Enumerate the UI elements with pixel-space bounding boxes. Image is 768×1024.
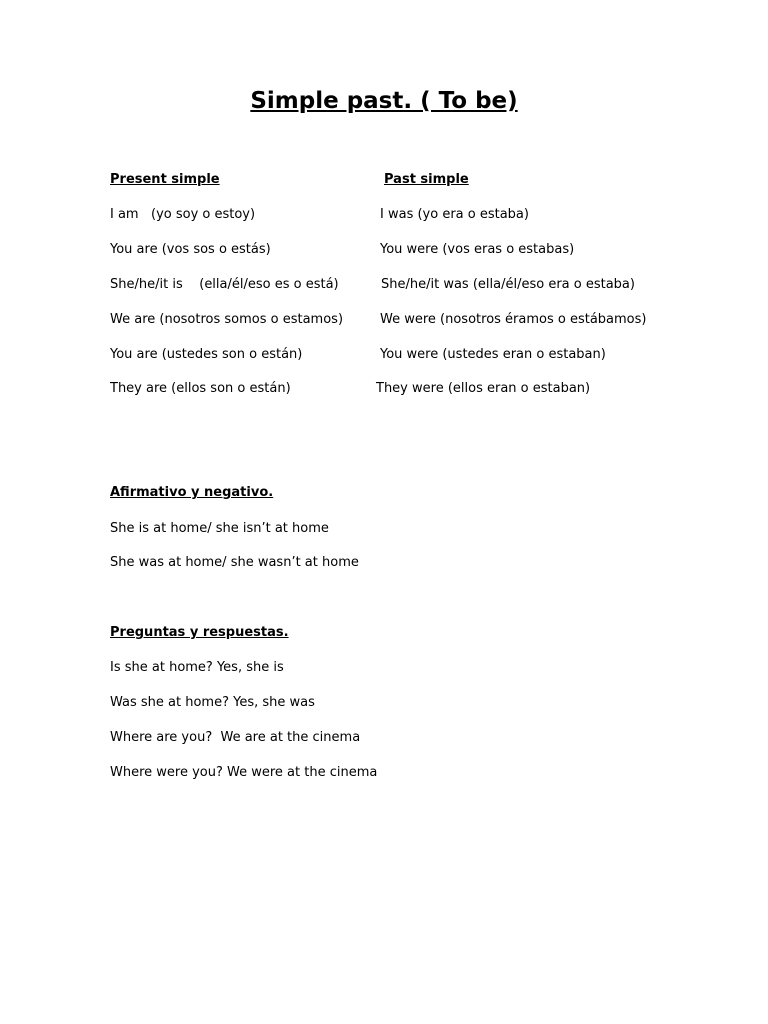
past-row: I was (yo era o estaba): [380, 207, 529, 222]
question-line: Was she at home? Yes, she was: [110, 695, 315, 710]
past-simple-header: Past simple: [384, 172, 469, 187]
present-row: I am (yo soy o estoy): [110, 207, 256, 222]
question-line: Is she at home? Yes, she is: [110, 660, 284, 675]
present-row: You are (vos sos o estás): [110, 242, 271, 257]
past-row: We were (nosotros éramos o estábamos): [380, 312, 647, 327]
present-simple-header: Present simple: [110, 172, 220, 187]
page-title: Simple past. ( To be): [250, 88, 518, 114]
affirmative-line: She was at home/ she wasn’t at home: [110, 555, 359, 570]
question-line: Where were you? We were at the cinema: [110, 765, 378, 780]
present-row: She/he/it is (ella/él/eso es o está): [110, 277, 339, 292]
past-row: She/he/it was (ella/él/eso era o estaba): [381, 277, 635, 292]
past-row: They were (ellos eran o estaban): [376, 381, 591, 396]
question-line: Where are you? We are at the cinema: [110, 730, 361, 745]
present-row: You are (ustedes son o están): [110, 347, 303, 362]
affirmative-line: She is at home/ she isn’t at home: [110, 521, 329, 536]
questions-heading: Preguntas y respuestas.: [110, 625, 289, 640]
affirmative-heading: Afirmativo y negativo.: [110, 485, 274, 500]
present-row: They are (ellos son o están): [110, 381, 291, 396]
past-row: You were (ustedes eran o estaban): [380, 347, 606, 362]
present-row: We are (nosotros somos o estamos): [110, 312, 344, 327]
past-row: You were (vos eras o estabas): [380, 242, 575, 257]
